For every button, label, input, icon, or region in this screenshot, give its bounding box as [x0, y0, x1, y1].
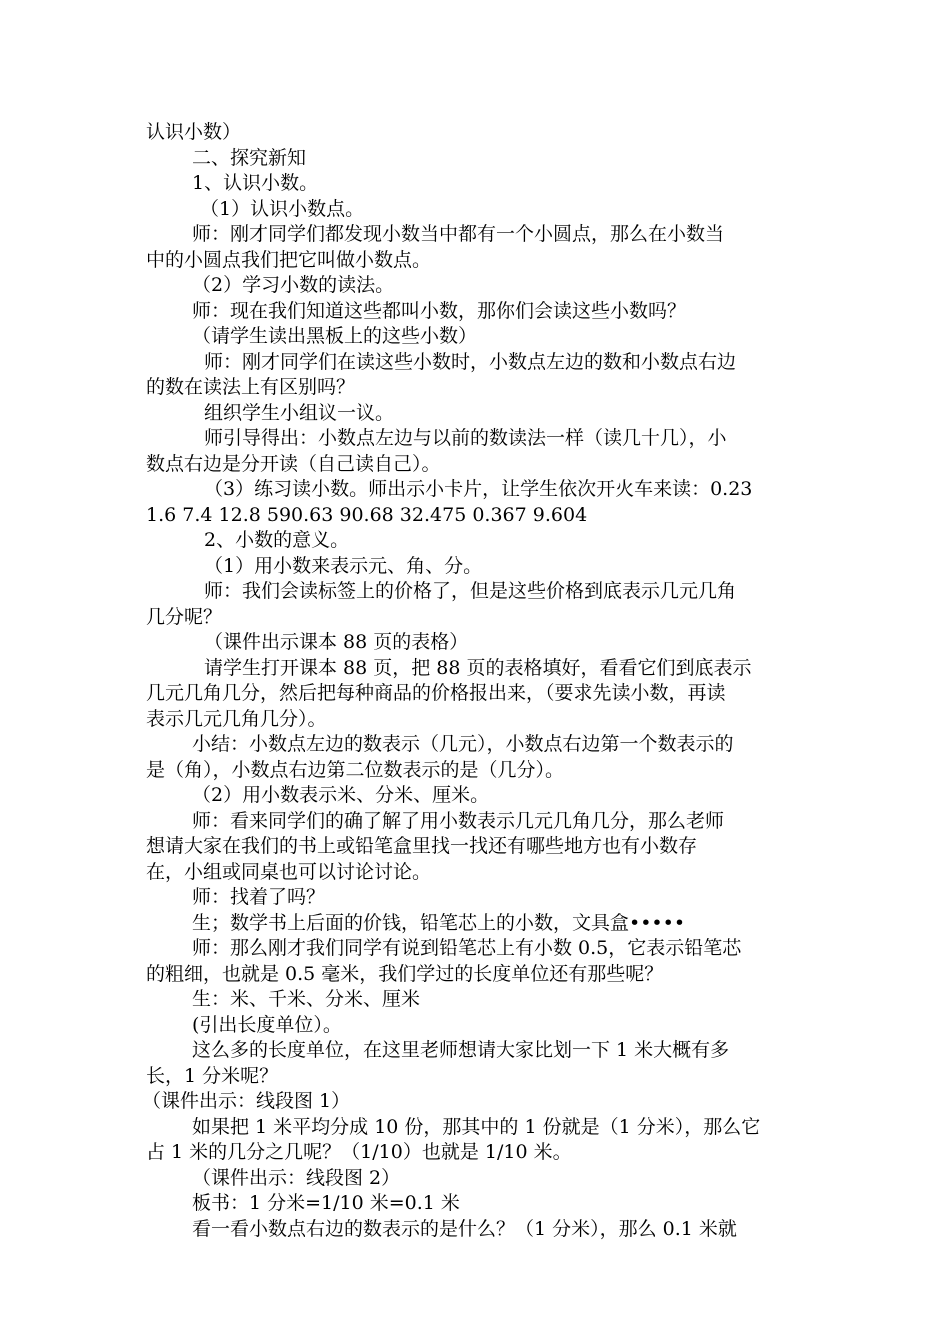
- text-line: （课件出示：线段图 1）: [142, 1090, 351, 1112]
- text-line: 数点右边是分开读（自己读自己）。: [146, 452, 441, 475]
- text-line: 长，1 分米呢？: [146, 1064, 279, 1087]
- text-line: （课件出示：线段图 2）: [192, 1166, 401, 1189]
- text-line: （课件出示课本 88 页的表格）: [204, 631, 469, 653]
- text-line: 师：刚才同学们在读这些小数时，小数点左边的数和小数点右边: [204, 350, 737, 373]
- text-line: （2）用小数表示米、分米、厘米。: [192, 784, 490, 806]
- text-line: 2、小数的意义。: [204, 529, 350, 551]
- text-line: （3）练习读小数。师出示小卡片，让学生依次开火车来读：0.23: [204, 478, 753, 500]
- text-line: 想请大家在我们的书上或铅笔盒里找一找还有哪些地方也有小数存: [146, 835, 698, 857]
- text-line: 生：米、千米、分米、厘米: [192, 988, 421, 1010]
- text-line: 师：看来同学们的确了解了用小数表示几元几角几分，那么老师: [192, 809, 725, 832]
- text-line: （1）认识小数点。: [200, 197, 365, 220]
- text-line: （请学生读出黑板上的这些小数）: [192, 325, 478, 347]
- text-line: 生；数学书上后面的价钱，铅笔芯上的小数，文具盒•••••: [192, 911, 686, 934]
- text-line: 师：现在我们知道这些都叫小数，那你们会读这些小数吗？: [192, 299, 687, 322]
- text-line: 认识小数）: [146, 121, 242, 143]
- text-line: 师：找着了吗？: [192, 886, 326, 908]
- text-line: 师引导得出：小数点左边与以前的数读法一样（读几十几），小: [204, 427, 727, 449]
- text-line: 二、探究新知: [192, 146, 307, 169]
- text-line: 师：我们会读标签上的价格了，但是这些价格到底表示几元几角: [204, 580, 737, 602]
- text-line: 几元几角几分，然后把每种商品的价格报出来，（要求先读小数，再读: [146, 682, 726, 704]
- text-line: 组织学生小组议一议。: [204, 401, 395, 424]
- text-line: 如果把 1 米平均分成 10 份，那其中的 1 份就是（1 分米），那么它: [192, 1115, 761, 1138]
- text-line: 占 1 米的几分之几呢？（1/10）也就是 1/10 米。: [146, 1141, 572, 1163]
- text-line: 小结：小数点左边的数表示（几元），小数点右边第一个数表示的: [192, 733, 734, 755]
- text-line: 是（角），小数点右边第二位数表示的是（几分）。: [146, 758, 565, 781]
- text-line: （2）学习小数的读法。: [192, 274, 395, 296]
- text-line: 师：刚才同学们都发现小数当中都有一个小圆点，那么在小数当: [192, 223, 725, 245]
- text-line: 的数在读法上有区别吗？: [146, 376, 356, 398]
- text-line: 表示几元几角几分）。: [146, 707, 327, 730]
- text-line: 中的小圆点我们把它叫做小数点。: [146, 248, 432, 271]
- text-line: 1、认识小数。: [192, 172, 319, 194]
- text-line: 几分呢？: [146, 605, 223, 628]
- text-line: 请学生打开课本 88 页，把 88 页的表格填好，看看它们到底表示: [204, 656, 752, 679]
- text-line: 1.6 7.4 12.8 590.63 90.68 32.475 0.367 9.604: [146, 503, 588, 526]
- text-line: 这么多的长度单位，在这里老师想请大家比划一下 1 米大概有多: [192, 1039, 730, 1061]
- text-line: 看一看小数点右边的数表示的是什么？（1 分米），那么 0.1 米就: [192, 1217, 737, 1240]
- text-line: 在，小组或同桌也可以讨论讨论。: [146, 860, 432, 883]
- text-line: 板书：1 分米=1/10 米=0.1 米: [192, 1192, 460, 1214]
- text-line: 师：那么刚才我们同学有说到铅笔芯上有小数 0.5，它表示铅笔芯: [192, 937, 742, 959]
- document-body: [142, 120, 810, 1242]
- text-line: (引出长度单位）。: [192, 1013, 342, 1036]
- text-line: （1）用小数来表示元、角、分。: [204, 554, 483, 577]
- text-line: 的粗细，也就是 0.5 毫米，我们学过的长度单位还有那些呢？: [146, 962, 664, 985]
